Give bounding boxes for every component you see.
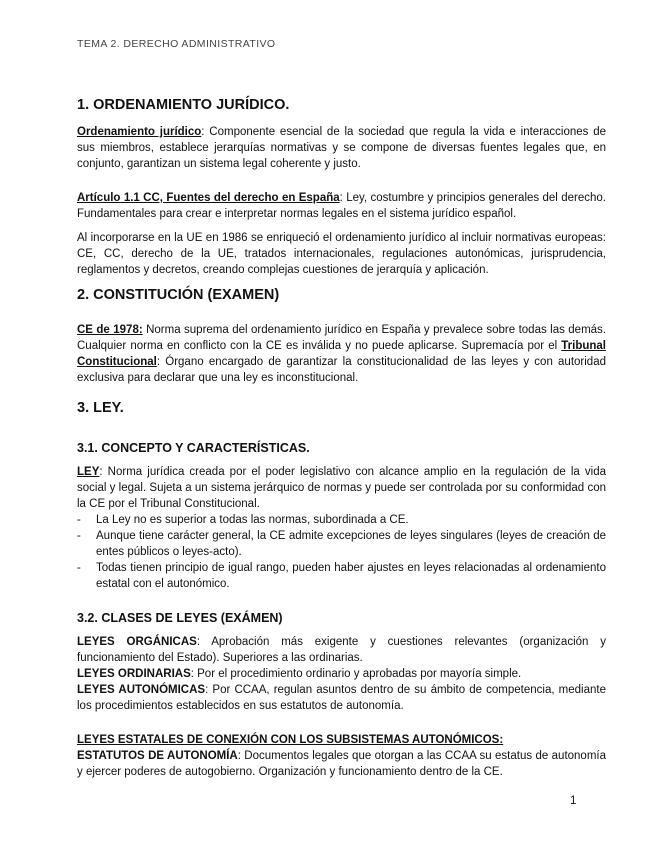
term-leyes-organicas: LEYES ORGÁNICAS [77, 636, 197, 648]
term-tribunal-constitucional: Tribunal Constitucional [77, 340, 606, 368]
section-heading-ordenamiento: 1. ORDENAMIENTO JURÍDICO. [77, 97, 290, 113]
paragraph-text: : Componente esencial de la sociedad que regula la vida e interacciones de sus miembros, establece jerarquías normativas y se compone de diversas fuentes legales que, en conjunto, garantizan un sistema legal coherente y justo. [77, 126, 606, 170]
list-item: - Todas tienen principio de igual rango, pueden haber ajustes en leyes relacionadas al ordenamiento estatal con el autonómico. [77, 560, 606, 592]
paragraph-text: : Documentos legales que otorgan a las CCAA su estatus de autonomía y ejercer poderes de autogobierno. Organización y funcionamiento dentro de la CE. [77, 750, 606, 778]
section-heading-ley: 3. LEY. [77, 400, 124, 416]
paragraph-ley [77, 464, 606, 512]
term-estatutos-autonomia: ESTATUTOS DE AUTONOMÍA [77, 750, 238, 762]
paragraph-text: : Por CCAA, regulan asuntos dentro de su ámbito de competencia, mediante los procedimientos establecidos en sus estatutos de autonomía. [77, 684, 606, 712]
characteristics-list [77, 512, 606, 592]
subsection-heading-concepto: 3.1. CONCEPTO Y CARACTERÍSTICAS. [77, 441, 310, 455]
term-ordenamiento-juridico: Ordenamiento jurídico [77, 126, 202, 138]
paragraph-leyes-autonomicas [77, 682, 606, 714]
subsection-heading-clases: 3.2. CLASES DE LEYES (EXÁMEN) [77, 611, 283, 625]
paragraph-ue-1986: Al incorporarse en la UE en 1986 se enriqueció el ordenamiento jurídico al incluir normativas europeas: CE, CC, derecho de la UE, tratados internacionales, regulaciones autonómicas, jurisprudencia, reglamentos y decretos, creando complejas cuestiones de jerarquía y aplicación. [77, 232, 606, 276]
paragraph-estatutos-autonomia [77, 748, 606, 780]
paragraph-leyes-ordinarias [77, 666, 606, 682]
paragraph-text: Norma suprema del ordenamiento jurídico en España y prevalece sobre todas las demás. Cualquier norma en conflicto con la CE es inválida y no puede aplicarse. Supremacía por el [77, 324, 606, 352]
term-leyes-ordinarias: LEYES ORDINARIAS [77, 668, 191, 680]
document-body [77, 96, 606, 780]
section-heading-constitucion: 2. CONSTITUCIÓN (EXAMEN) [77, 287, 280, 303]
page-number: 1 [570, 795, 577, 807]
conexion-heading-text: LEYES ESTATALES DE CONEXIÓN CON LOS SUBSISTEMAS AUTONÓMICOS: [77, 734, 504, 746]
conexion-heading [77, 732, 606, 748]
paragraph-text: : Norma jurídica creada por el poder legislativo con alcance amplio en la regulación de la vida social y legal. Sujeta a un sistema jerárquico de normas y puede ser controlada por su conformidad con la CE por el Tribunal Constitucional. [77, 466, 606, 510]
term-articulo-1-1: Artículo 1.1 CC, Fuentes del derecho en España [77, 192, 340, 204]
paragraph-leyes-organicas [77, 634, 606, 666]
paragraph-text: : Aprobación más exigente y cuestiones relevantes (organización y funcionamiento del Estado). Superiores a las ordinarias. [77, 636, 606, 664]
term-ley: LEY [77, 466, 100, 478]
paragraph-text: : Por el procedimiento ordinario y aprobadas por mayoría simple. [190, 668, 522, 680]
list-item: - La Ley no es superior a todas las normas, subordinada a CE. [77, 512, 606, 528]
paragraph-articulo-1-1 [77, 190, 606, 222]
paragraph-ce-1978 [77, 322, 606, 386]
term-ce-1978: CE de 1978: [77, 324, 143, 336]
paragraph-text: : Órgano encargado de garantizar la constitucionalidad de las leyes y con autoridad exclusiva para declarar que una ley es inconstitucional. [77, 356, 606, 384]
paragraph-text: : Ley, costumbre y principios generales del derecho. Fundamentales para crear e interpretar normas legales en el sistema jurídico español. [77, 192, 606, 220]
paragraph-ordenamiento-juridico [77, 124, 606, 172]
term-leyes-autonomicas: LEYES AUTONÓMICAS [77, 684, 206, 696]
list-item: - Aunque tiene carácter general, la CE admite excepciones de leyes singulares (leyes de creación de entes públicos o leyes-acto). [77, 528, 606, 560]
running-header: TEMA 2. DERECHO ADMINISTRATIVO [77, 38, 276, 50]
